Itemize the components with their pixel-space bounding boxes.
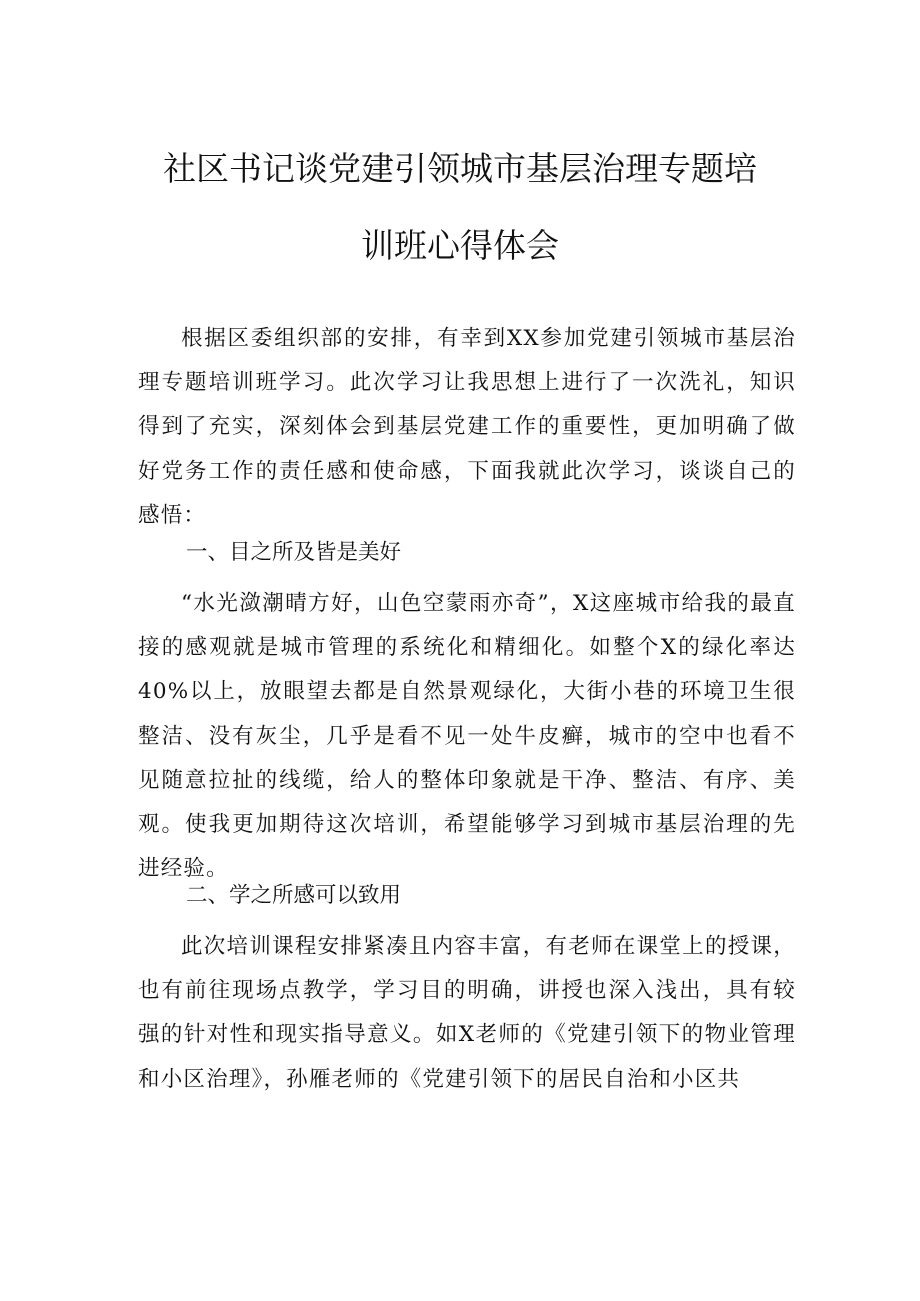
paragraph-section-1: “水光潋潮晴方好，山色空蒙雨亦奇”，X这座城市给我的最直接的感观就是城市管理的系统化和精细化。如整个X的绿化率达40%以上，放眼望去都是自然景观绿化，大街小巷的环境卫生很整洁、没有灰尘，几乎是看不见一处牛皮癣，城市的空中也看不见随意拉扯的线缆，给人的整体印象就是干净、整洁、有序、美观。使我更加期待这次培训，希望能够学习到城市基层治理的先进经验。 — [138, 591, 796, 882]
section-heading-2: 二、学之所感可以致用 — [186, 883, 402, 908]
paragraph-section-2: 此次培训课程安排紧凑且内容丰富，有老师在课堂上的授课，也有前往现场点教学，学习目的明确，讲授也深入浅出，具有较强的针对性和现实指导意义。如X老师的《党建引领下的物业管理和小区治理》，孙雁老师的《党建引领下的居民自治和小区共 — [138, 934, 796, 1092]
document-title-line-1: 社区书记谈党建引领城市基层治理专题培 — [163, 149, 757, 188]
section-heading-1: 一、目之所及皆是美好 — [186, 540, 402, 565]
document-title-line-2: 训班心得体会 — [361, 226, 559, 265]
paragraph-intro: 根据区委组织部的安排，有幸到XX参加党建引领城市基层治理专题培训班学习。此次学习让我思想上进行了一次洗礼，知识得到了充实，深刻体会到基层党建工作的重要性，更加明确了做好党务工作的责任感和使命感，下面我就此次学习，谈谈自己的感悟： — [138, 326, 796, 528]
